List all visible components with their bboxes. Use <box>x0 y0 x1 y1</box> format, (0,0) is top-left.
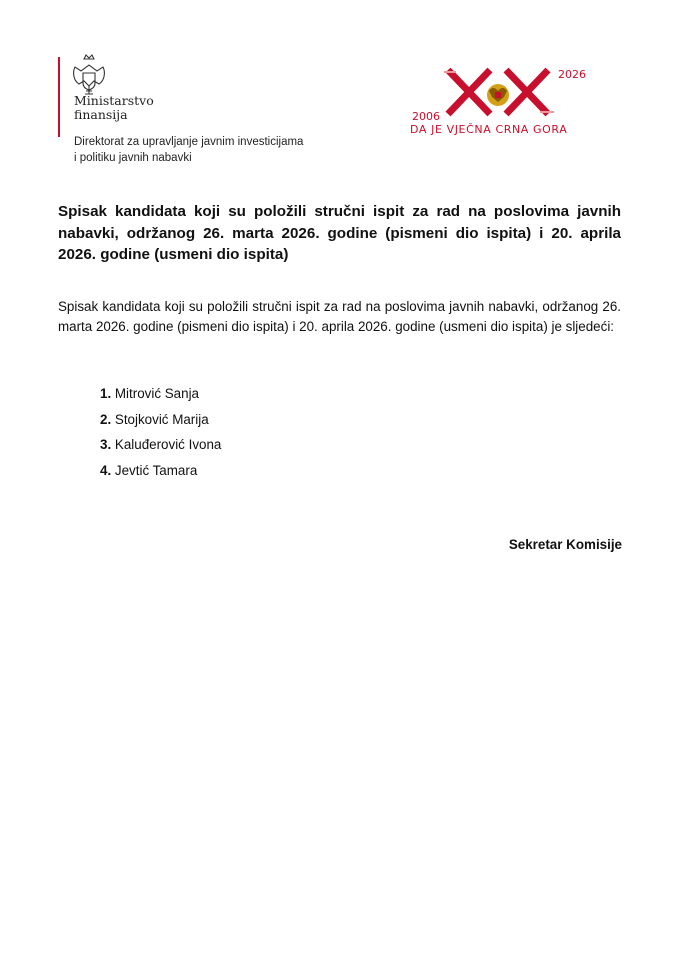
list-number: 2. <box>100 411 112 427</box>
ministry-header <box>58 50 358 170</box>
document-title: Spisak kandidata koji su položili stručni ispit za rad na poslovima javnih nabavki, održanog 26. marta 2026. godine (pismeni dio ispita) i 20. aprila 2026. godine (usmeni dio ispita) <box>58 203 621 263</box>
directorate-name <box>74 134 303 166</box>
directorate-line-2: i politiku javnih nabavki <box>74 152 192 164</box>
ministry-line-1: Ministarstvo <box>74 93 154 108</box>
candidate-name: Stojković Marija <box>114 411 209 427</box>
list-item <box>100 461 221 487</box>
coat-of-arms-icon <box>69 53 109 97</box>
list-number: 4. <box>100 462 112 478</box>
list-item <box>100 435 221 461</box>
ministry-name <box>74 94 154 122</box>
list-number: 1. <box>100 386 112 401</box>
year-end: 2026 <box>558 68 586 81</box>
candidate-name: Kaluđerović Ivona <box>114 437 222 453</box>
list-item <box>100 384 221 410</box>
directorate-line-1: Direktorat za upravljanje javnim investicijama <box>74 136 304 148</box>
candidate-name: Mitrović Sanja <box>114 386 199 401</box>
motto: DA JE VJEČNA CRNA GORA <box>410 123 568 136</box>
intro-paragraph: Spisak kandidata koji su položili stručni ispit za rad na poslovima javnih nabavki, održanog 26. marta 2026. godine (pismeni dio ispita) i 20. aprila 2026. godine (usmeni dio ispita) je sljedeći: <box>58 299 621 334</box>
eagle-emblem-icon <box>487 84 509 106</box>
signature: Sekretar Komisije <box>508 537 622 552</box>
list-number: 3. <box>100 437 112 453</box>
ministry-line-2: finansija <box>74 107 128 122</box>
jubilee-logo <box>408 64 598 144</box>
list-item <box>100 410 221 436</box>
red-divider <box>58 57 60 137</box>
candidate-list <box>100 384 221 486</box>
candidate-name: Jevtić Tamara <box>114 462 198 478</box>
year-start: 2006 <box>412 110 440 123</box>
